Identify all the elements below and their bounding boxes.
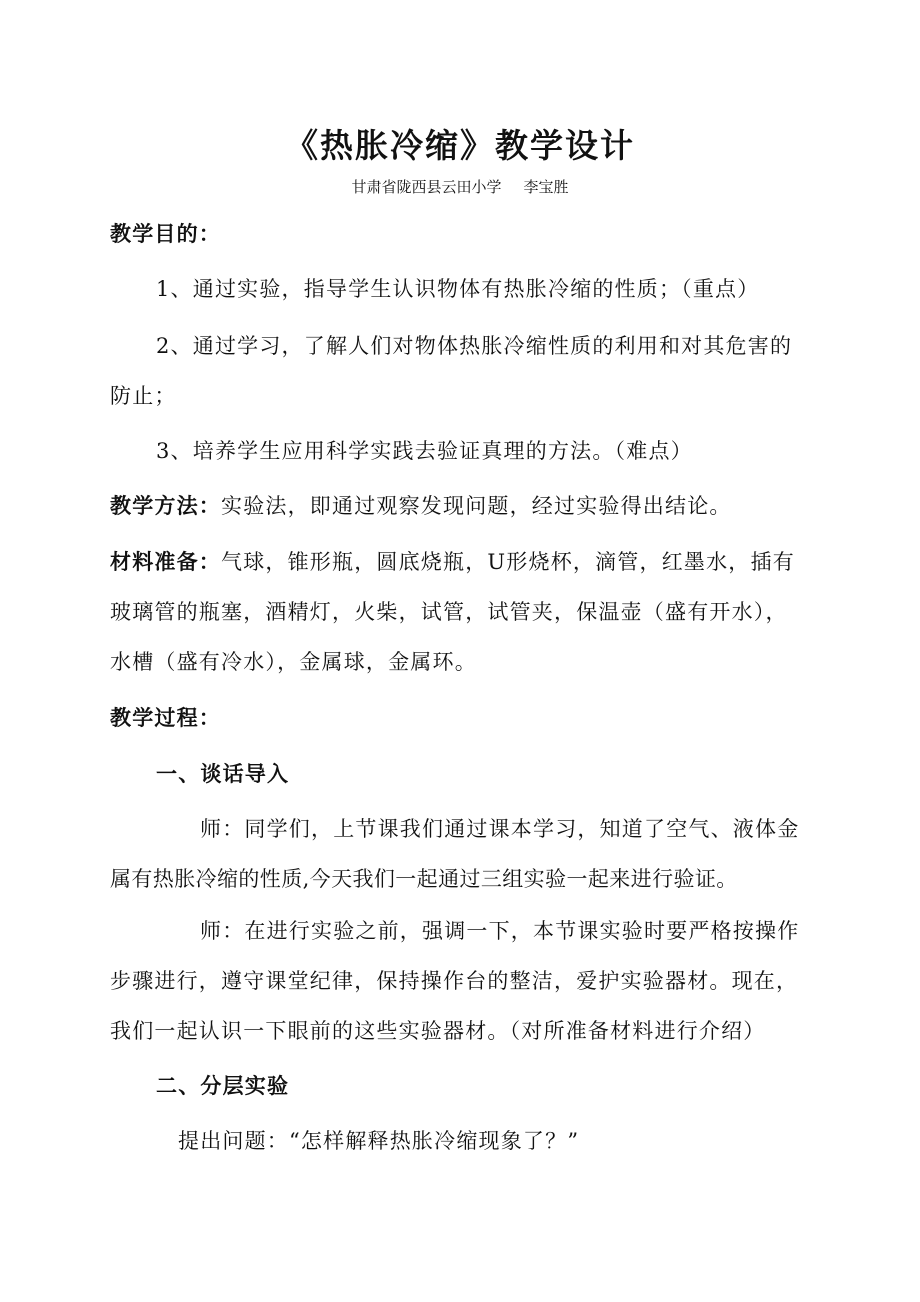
objective-item-1: 1、通过实验，指导学生认识物体有热胀冷缩的性质；（重点） xyxy=(156,277,760,301)
section-1-p1-line-2: 属有热胀冷缩的性质,今天我们一起通过三组实验一起来进行验证。 xyxy=(110,867,738,891)
materials-label: 材料准备： xyxy=(110,549,221,574)
author-school: 甘肃省陇西县云田小学 xyxy=(351,178,502,196)
process-heading: 教学过程： xyxy=(110,705,221,730)
section-1-heading: 一、谈话导入 xyxy=(156,761,290,786)
objective-item-2-line-1: 2、通过学习，了解人们对物体热胀冷缩性质的利用和对其危害的 xyxy=(156,334,793,358)
section-1-p1-line-1: 师：同学们，上节课我们通过课本学习，知道了空气、液体金 xyxy=(200,817,800,841)
author-line xyxy=(0,176,920,197)
method-paragraph xyxy=(110,490,830,520)
section-2-question: 提出问题：“怎样解释热胀冷缩现象了？” xyxy=(178,1129,580,1153)
materials-text-1: 气球，锥形瓶，圆底烧瓶，U形烧杯，滴管，红墨水，插有 xyxy=(221,550,795,574)
section-2-heading: 二、分层实验 xyxy=(156,1073,290,1098)
method-label: 教学方法： xyxy=(110,493,221,518)
method-text: 实验法，即通过观察发现问题，经过实验得出结论。 xyxy=(221,494,732,518)
objectives-heading: 教学目的： xyxy=(110,221,221,246)
section-1-p2-line-1: 师：在进行实验之前，强调一下，本节课实验时要严格按操作 xyxy=(200,919,800,943)
objective-item-2-line-2: 防止； xyxy=(110,384,177,408)
materials-line-3: 水槽（盛有冷水），金属球，金属环。 xyxy=(110,650,477,674)
document-title: 《热胀冷缩》教学设计 xyxy=(285,126,635,165)
author-name: 李宝胜 xyxy=(523,178,569,196)
section-1-p2-line-3: 我们一起认识一下眼前的这些实验器材。（对所准备材料进行介绍） xyxy=(110,1019,766,1043)
objective-item-3: 3、培养学生应用科学实践去验证真理的方法。（难点） xyxy=(156,439,693,463)
materials-line-2: 玻璃管的瓶塞，酒精灯，火柴，试管，试管夹，保温壶（盛有开水）， xyxy=(110,600,788,624)
section-1-p2-line-2: 步骤进行，遵守课堂纪律，保持操作台的整洁，爱护实验器材。现在， xyxy=(110,969,799,993)
materials-line-1 xyxy=(110,546,830,576)
